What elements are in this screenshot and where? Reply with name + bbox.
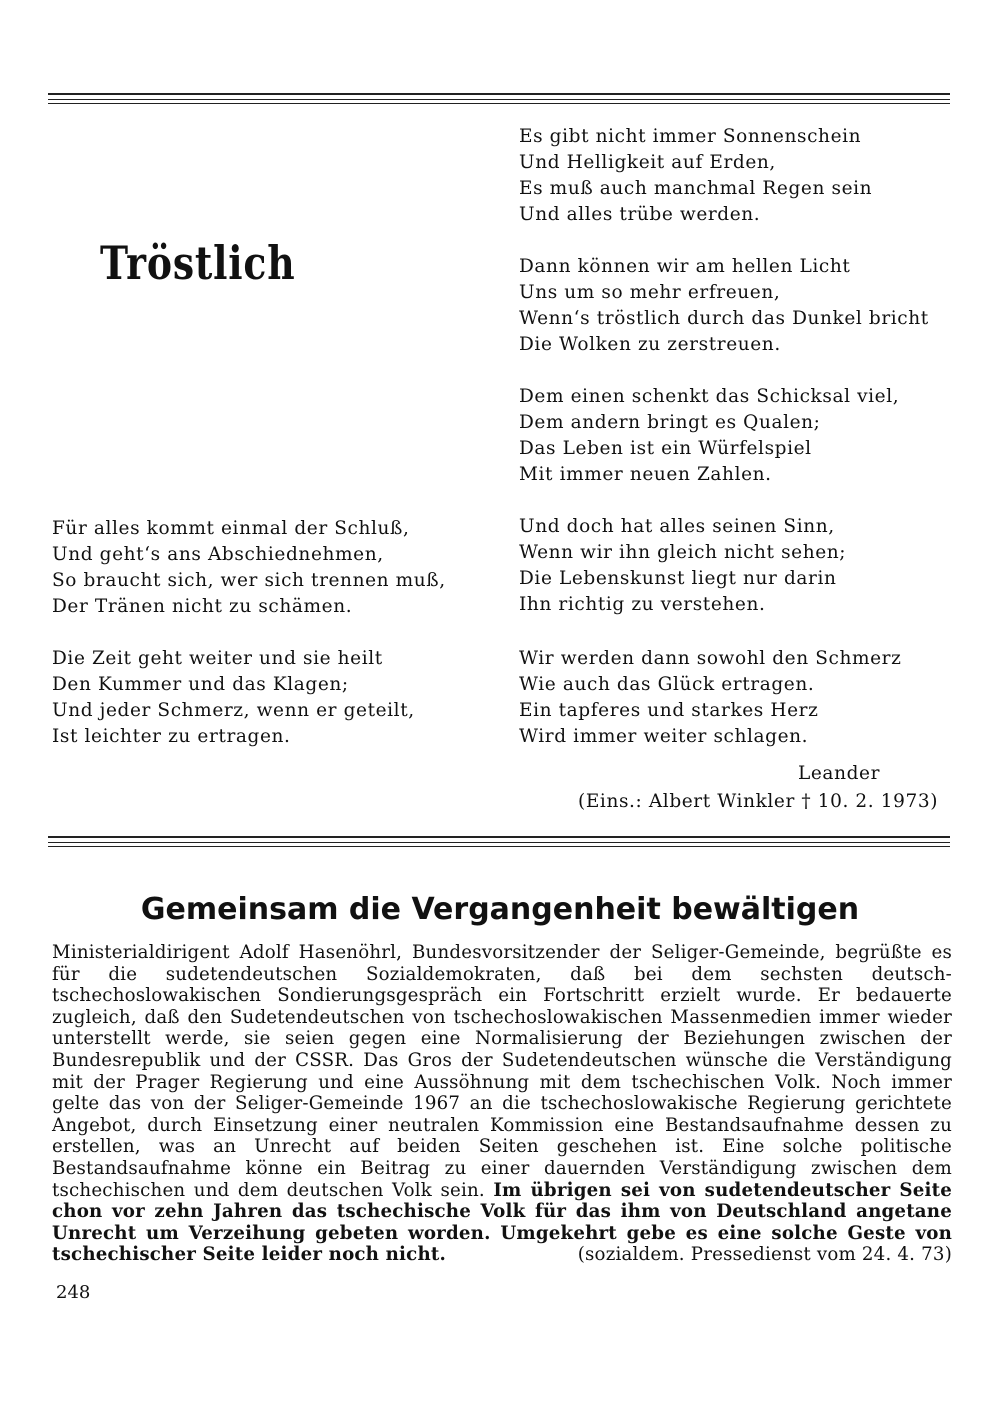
verse-line: Ein tapferes und starkes Herz [519,700,819,721]
verse-line: Ihn richtig zu verstehen. [519,594,766,615]
verse-line: So braucht sich, wer sich trennen muß, [52,570,446,591]
top-rule [48,93,950,95]
page-number: 248 [56,1282,91,1303]
verse-line: Für alles kommt einmal der Schluß, [52,518,410,539]
verse-line: Der Tränen nicht zu schämen. [52,596,353,617]
article-headline: Gemeinsam die Vergangenheit bewältigen [140,892,860,927]
verse-line: Und alles trübe werden. [519,204,761,225]
verse-line: Den Kummer und das Klagen; [52,674,349,695]
right-stanza-2 [519,254,929,358]
verse-line: Dem einen schenkt das Schicksal viel, [519,386,900,407]
verse-line: Wir werden dann sowohl den Schmerz [519,648,902,669]
verse-line: Es gibt nicht immer Sonnenschein [519,126,862,147]
right-stanza-5 [519,646,901,750]
poem-title: Tröstlich [100,236,296,290]
article-source: (sozialdem. Pressedienst vom 24. 4. 73) [577,1244,952,1266]
section-rule [48,836,950,838]
verse-line: Und geht‘s ans Abschiednehmen, [52,544,384,565]
section-rule-thin [48,842,950,843]
verse-line: Dann können wir am hellen Licht [519,256,851,277]
verse-line: Dem andern bringt es Qualen; [519,412,821,433]
verse-line: Uns um so mehr erfreuen, [519,282,781,303]
verse-line: Und jeder Schmerz, wenn er geteilt, [52,700,415,721]
verse-line: Die Wolken zu zerstreuen. [519,334,781,355]
poem-author: Leander [798,763,881,784]
article-body-bold: Im übrigen sei von sudetendeutscher Seite chon vor zehn Jahren das tschechische Volk für das ihm von Deutschland angetane Unrecht um Verzeihung gebeten worden. Umgekehrt gebe es eine solche Geste von tschechischer Seite leider noch nicht. [52,1179,953,1266]
verse-line: Wird immer weiter schlagen. [519,726,809,747]
verse-line: Wenn wir ihn gleich nicht sehen; [519,542,847,563]
verse-line: Das Leben ist ein Würfelspiel [519,438,812,459]
verse-line: Wenn‘s tröstlich durch das Dunkel bricht [519,308,929,329]
poem-submitted-by: (Eins.: Albert Winkler † 10. 2. 1973) [578,791,939,812]
verse-line: Und Helligkeit auf Erden, [519,152,776,173]
article-body [52,942,952,1266]
left-stanza-1 [52,516,446,620]
right-stanza-4 [519,514,846,618]
section-rule-thin-2 [48,846,950,847]
verse-line: Ist leichter zu ertragen. [52,726,291,747]
top-rule-thin-2 [48,103,950,104]
verse-line: Es muß auch manchmal Regen sein [519,178,873,199]
verse-line: Die Zeit geht weiter und sie heilt [52,648,383,669]
top-rule-thin [48,99,950,100]
right-stanza-3 [519,384,899,488]
left-stanza-2 [52,646,415,750]
verse-line: Die Lebenskunst liegt nur darin [519,568,837,589]
verse-line: Wie auch das Glück ertragen. [519,674,815,695]
article-body-text: Ministerialdirigent Adolf Hasenöhrl, Bundesvorsitzender der Seliger-Gemeinde, begrüßte es für die sudetendeutschen Sozialdemokraten, daß bei dem sechsten deutsch-tschechoslowakischen Sondierungsgespräch ein Fortschritt erzielt wurde. Er bedauerte zugleich, daß den Sudetendeutschen von tschechoslowakischen Massenmedien immer wieder unterstellt werde, sie seien gegen eine Normalisierung der Beziehungen zwischen der Bundesrepublik und der CSSR. Das Gros der Sudetendeutschen wünsche die Verständigung mit der Prager Regierung und eine Aussöhnung mit dem tschechischen Volk. Noch immer gelte das von der Seliger-Gemeinde 1967 an die tschechoslowakische Regierung gerichtete Angebot, durch Einsetzung einer neutralen Kommission eine Bestandsaufnahme dessen zu erstellen, was an Unrecht auf beiden Seiten geschehen ist. Eine solche politische Bestandsaufnahme könne ein Beitrag zu einer dauernden Verständigung zwischen dem tschechischen und dem deutschen Volk sein. [52,942,952,1201]
verse-line: Mit immer neuen Zahlen. [519,464,772,485]
verse-line: Und doch hat alles seinen Sinn, [519,516,835,537]
right-stanza-1 [519,124,872,228]
